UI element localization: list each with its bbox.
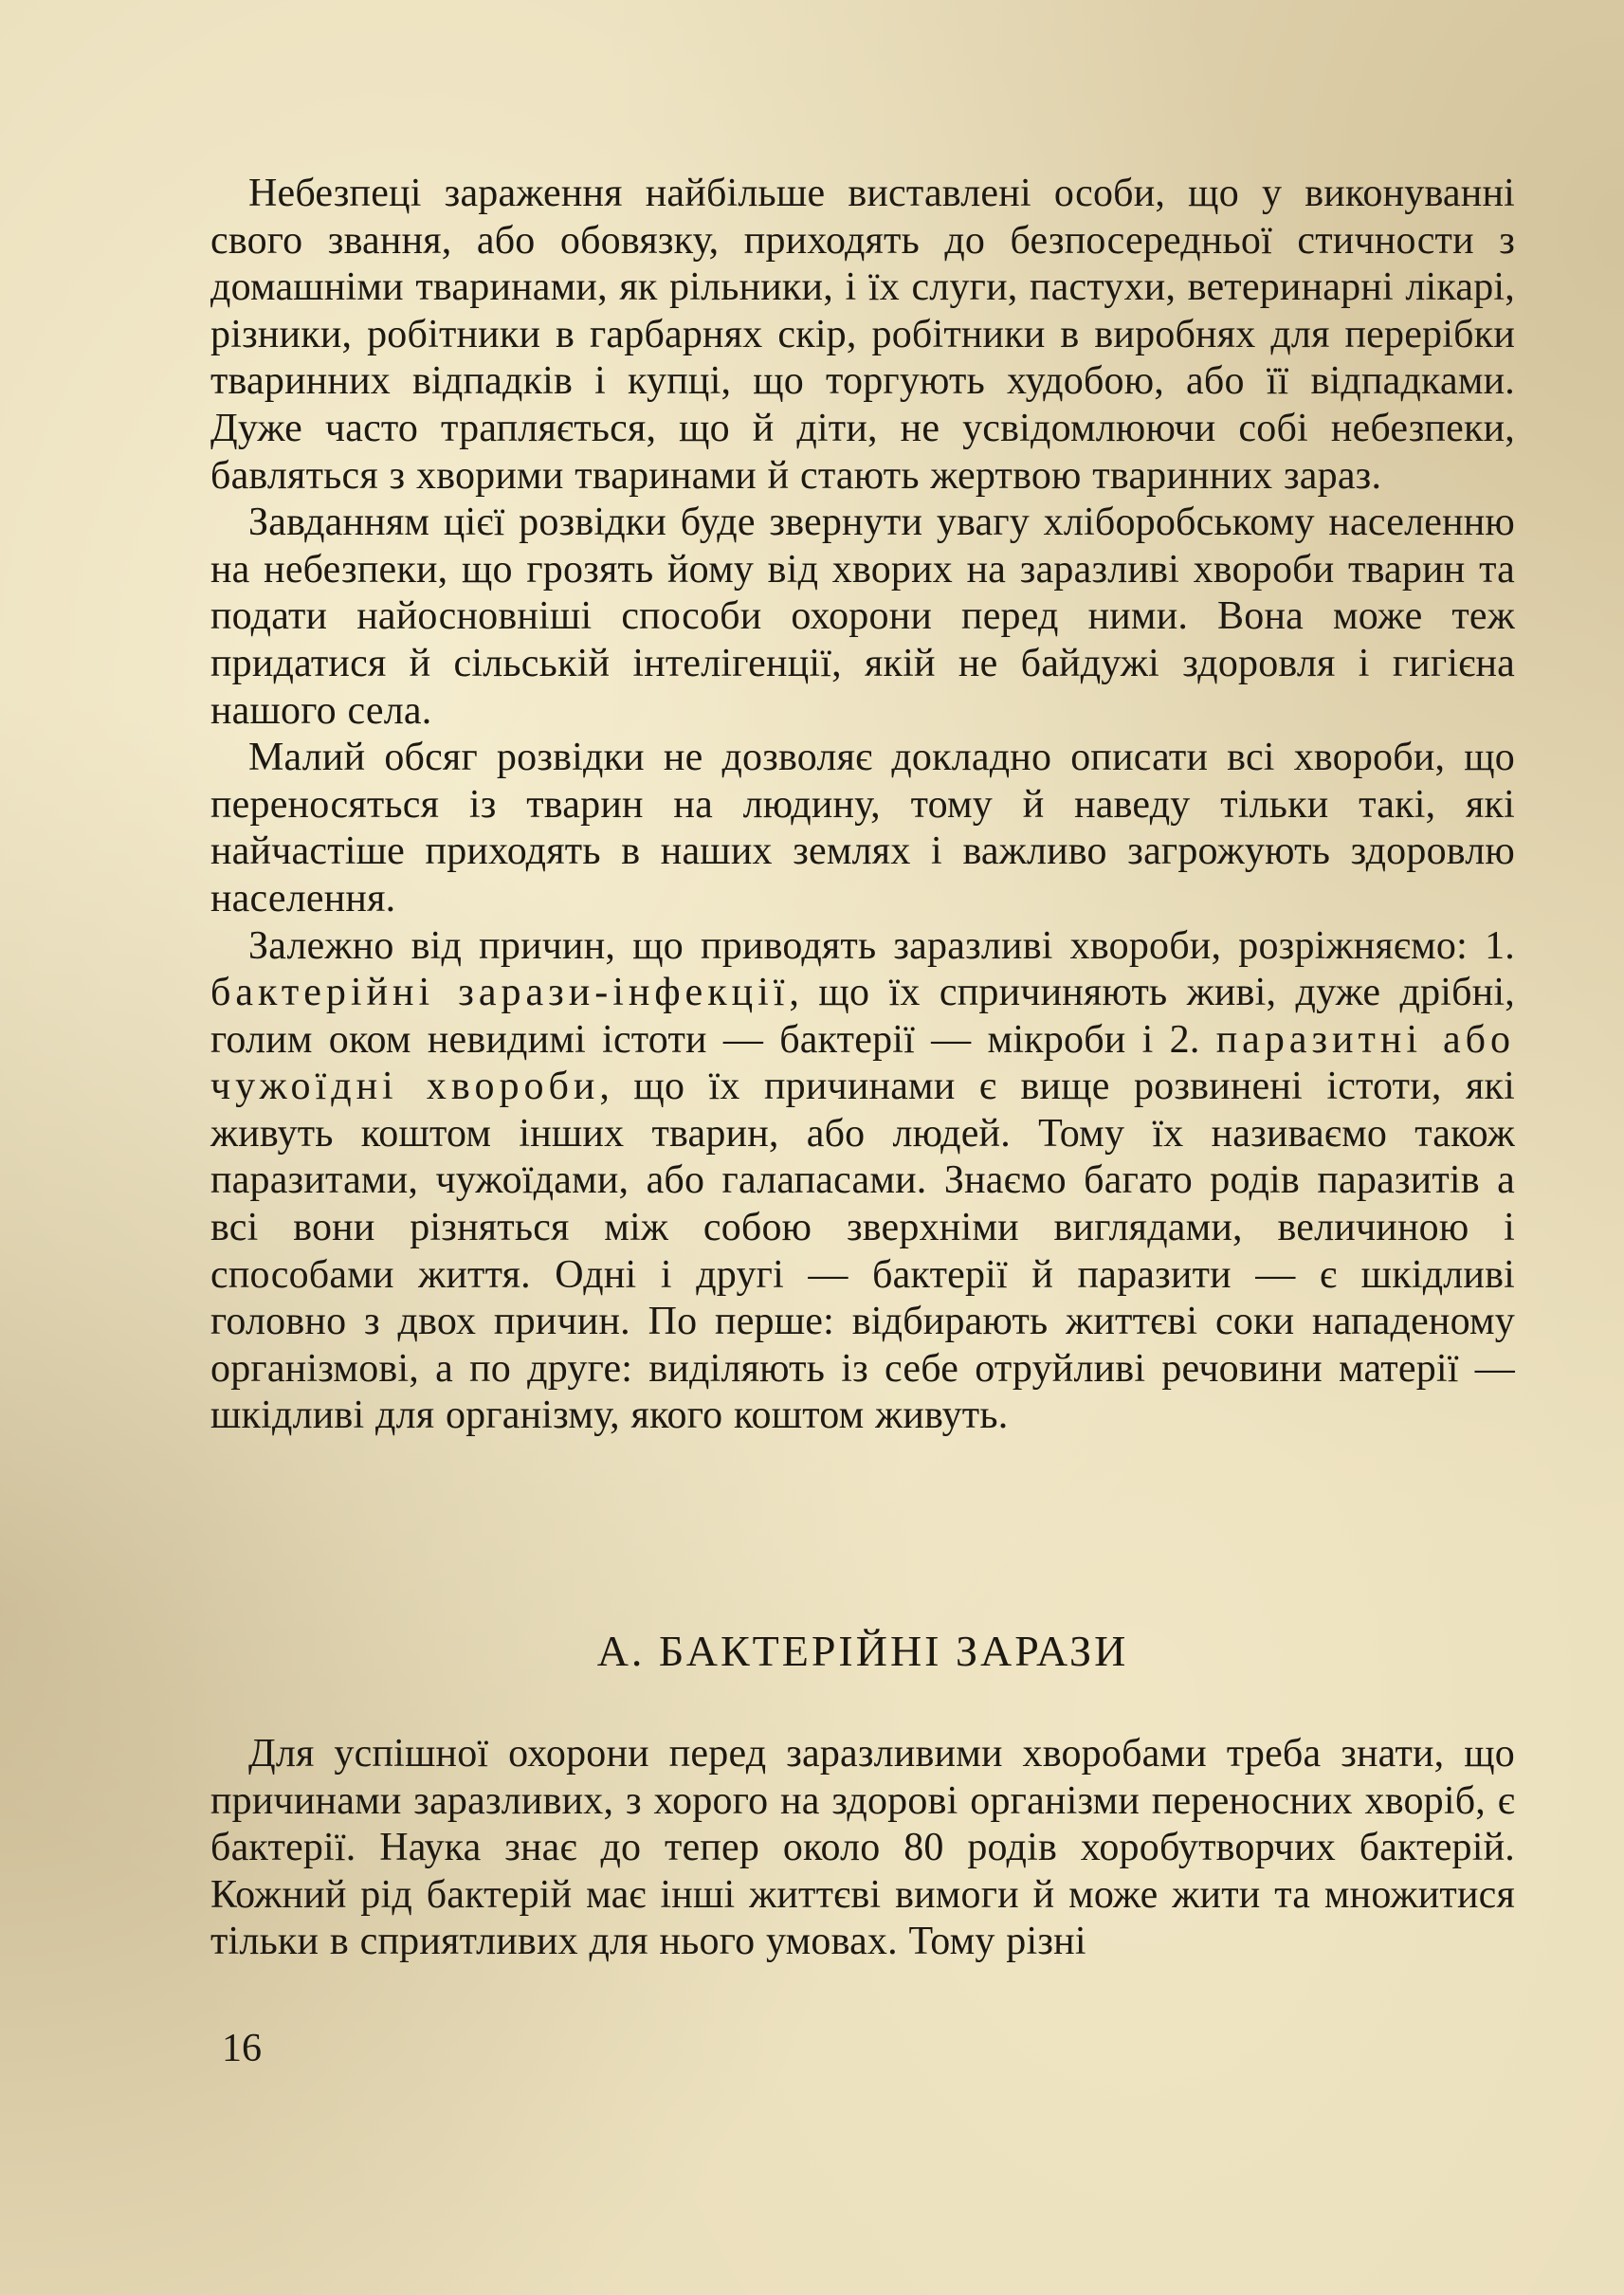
term-parasitic-diseases: паразитні або чужоїдні хвороби: [210, 1017, 1516, 1109]
paragraph-bacteria-intro: Для успішної охорони перед заразливими хворобами треба знати, що причинами заразливих, з хорого на здорові організми переносних хворіб, є бактерії. Наука знає до тепер около 80 родів хоробутворчих бактерій. Кожний рід бактерій має інші життєві вимоги й може жити та множитися тільки в сприятливих для нього умовах. Тому різні: [210, 1732, 1515, 1964]
body-text-top: [210, 171, 1515, 1440]
classification-text-1: Залежно від причин, що приводять заразливі хвороби, розріжняємо: 1.: [248, 923, 1515, 968]
classification-text-3: , що їх причинами є вище розвинені істоти, які живуть коштом інших тварин, або людей. Тому їх називаємо також паразитами, чужоїдами, або галапасами. Знаємо багато родів паразитів а всі вони різняться між собою зверхніми виглядами, величиною і способами життя. Одні і другі — бактерії й паразити — є шкідливі головно з двох причин. По перше: відбирають життєві соки нападеному організмові, а по друге: виділяють із себе отруйливі речовини матерії — шкідливі для організму, якого коштом живуть.: [210, 1065, 1515, 1438]
paragraph-classification: [210, 923, 1515, 1441]
page-number: 16: [222, 2027, 262, 2070]
term-bacterial-infections: бактерійні зарази-інфекції: [210, 971, 790, 1015]
paragraph-scope: Малий обсяг розвідки не дозволяє докладно описати всі хвороби, що переносяться із тварин на людину, тому й наведу тільки такі, які найчастіше приходять в наших землях і важливо загрожують здоровлю населення.: [210, 736, 1515, 920]
paragraph-infection-risk: Небезпеці зараження найбільше виставлені особи, що у виконуванні свого звання, або обовязку, приходять до безпосередньої стичности з домашніми тваринами, як рільники, і їх слуги, пастухи, ветеринарні лікарі, різники, робітники в гарбарнях скір, робітники в виробнях для перерібки тваринних відпадків і купці, що торгують худобою, або її відпадками. Дуже часто трапляється, що й діти, не усвідомлюючи собі небезпеки, бавляться з хворими тваринами й стають жертвою тваринних зараз.: [210, 172, 1515, 498]
paragraph-purpose: Завданням цієї розвідки буде звернути увагу хліборобському населенню на небезпеки, що грозять йому від хворих на заразливі хвороби тварин та подати найосновніші способи охорони перед ними. Вона може теж придатися й сільській інтелігенції, якій не байдужі здоровля і гигієна нашого села.: [210, 501, 1515, 733]
body-text-bottom: [210, 1731, 1515, 1966]
classification-text-2: , що їх спричиняють живі, дуже дрібні, голим оком невидимі істоти — бактерії — мікроби і 2.: [210, 971, 1515, 1062]
section-heading: А. БАКТЕРІЙНІ ЗАРАЗИ: [596, 1627, 1129, 1675]
